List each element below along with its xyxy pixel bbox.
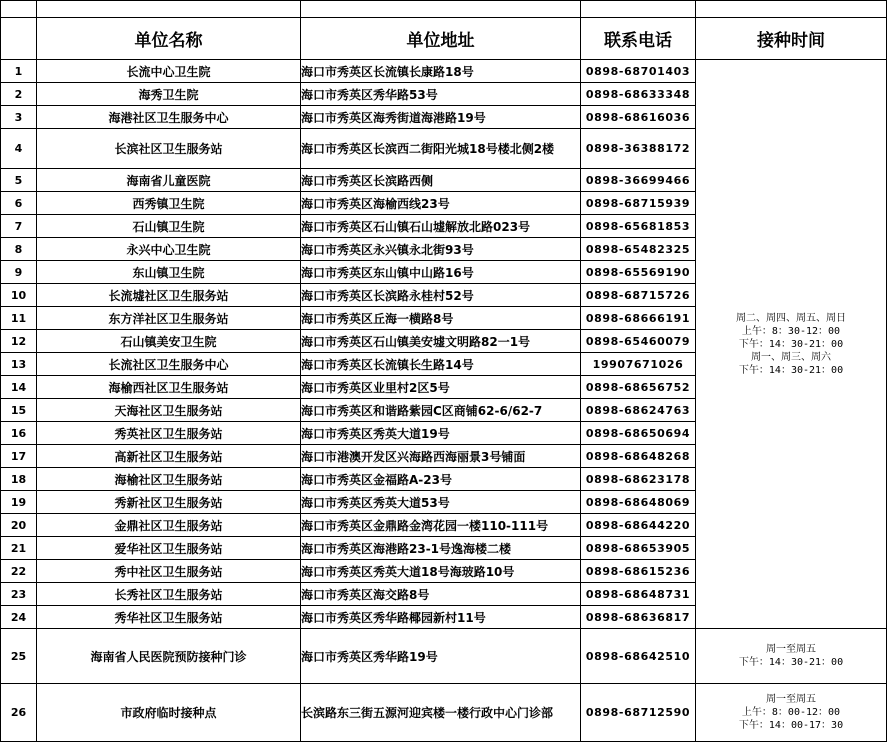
site-address: 海口市秀英区海港路23-1号逸海楼二楼: [301, 537, 581, 560]
site-phone: 0898-68648268: [581, 445, 696, 468]
site-phone: 0898-68715726: [581, 284, 696, 307]
site-phone: 0898-68624763: [581, 399, 696, 422]
schedule-line: 上午：8：30-12：00: [741, 325, 841, 337]
blank-cell: [1, 1, 37, 18]
row-index: 1: [1, 60, 37, 83]
row-index: 8: [1, 238, 37, 261]
site-address: 海口市秀英区长滨路西侧: [301, 169, 581, 192]
schedule-line: 上午：8：00-12：00: [741, 707, 841, 718]
site-address: 海口市秀英区永兴镇永北街93号: [301, 238, 581, 261]
site-name: 永兴中心卫生院: [37, 238, 301, 261]
row-index: 14: [1, 376, 37, 399]
site-address: 海口市秀英区和谐路紫园C区商铺62-6/62-7: [301, 399, 581, 422]
site-name: 长秀社区卫生服务站: [37, 583, 301, 606]
site-address: 海口市秀英区秀英大道18号海玻路10号: [301, 560, 581, 583]
site-address: 海口市秀英区海秀街道海港路19号: [301, 106, 581, 129]
blank-cell: [301, 1, 581, 18]
row-index: 20: [1, 514, 37, 537]
site-phone: 0898-65681853: [581, 215, 696, 238]
blank-cell: [581, 1, 696, 18]
site-name: 海榆西社区卫生服务站: [37, 376, 301, 399]
row-index: 6: [1, 192, 37, 215]
row-index: 24: [1, 606, 37, 629]
site-address: 海口市秀英区业里村2区5号: [301, 376, 581, 399]
schedule-line: 下午：14：00-17：30: [738, 720, 844, 731]
site-phone: 0898-36699466: [581, 169, 696, 192]
site-name: 长流墟社区卫生服务站: [37, 284, 301, 307]
row-index: 7: [1, 215, 37, 238]
row-index: 16: [1, 422, 37, 445]
site-name: 爱华社区卫生服务站: [37, 537, 301, 560]
site-name: 高新社区卫生服务站: [37, 445, 301, 468]
site-name: 长流社区卫生服务中心: [37, 353, 301, 376]
schedule-row-26: [696, 684, 887, 742]
site-phone: 0898-68712590: [581, 684, 696, 742]
row-index: 3: [1, 106, 37, 129]
site-name: 东方洋社区卫生服务站: [37, 307, 301, 330]
site-phone: 0898-68615236: [581, 560, 696, 583]
site-phone: 0898-68656752: [581, 376, 696, 399]
row-index: 17: [1, 445, 37, 468]
table-row: [1, 60, 887, 83]
row-index: 23: [1, 583, 37, 606]
site-address: 海口市秀英区金福路A-23号: [301, 468, 581, 491]
site-phone: 0898-68701403: [581, 60, 696, 83]
site-name: 海南省人民医院预防接种门诊: [37, 629, 301, 684]
header-time: 接种时间: [696, 18, 887, 60]
site-name: 天海社区卫生服务站: [37, 399, 301, 422]
site-name: 石山镇美安卫生院: [37, 330, 301, 353]
site-phone: 0898-68642510: [581, 629, 696, 684]
site-phone: 0898-68648731: [581, 583, 696, 606]
site-address: 海口市秀英区石山镇美安墟文明路82一1号: [301, 330, 581, 353]
schedule-line: 周二、周四、周五、周日: [736, 312, 846, 324]
site-name: 西秀镇卫生院: [37, 192, 301, 215]
site-phone: 0898-68653905: [581, 537, 696, 560]
blank-cell: [37, 1, 301, 18]
site-name: 长滨社区卫生服务站: [37, 129, 301, 169]
schedule-main: [696, 60, 887, 629]
header-name: 单位名称: [37, 18, 301, 60]
site-name: 海秀卫生院: [37, 83, 301, 106]
site-address: 海口市秀英区长滨西二街阳光城18号楼北侧2楼: [301, 129, 581, 169]
site-address: 海口市秀英区秀华路19号: [301, 629, 581, 684]
row-index: 15: [1, 399, 37, 422]
site-phone: 0898-68650694: [581, 422, 696, 445]
row-index: 21: [1, 537, 37, 560]
site-address: 海口市秀英区海榆西线23号: [301, 192, 581, 215]
site-name: 长流中心卫生院: [37, 60, 301, 83]
site-address: 海口市秀英区金鼎路金湾花园一楼110-111号: [301, 514, 581, 537]
row-index: 22: [1, 560, 37, 583]
site-phone: 0898-68616036: [581, 106, 696, 129]
table-row: [1, 629, 887, 684]
schedule-line: 下午：14：30-21：00: [738, 338, 844, 350]
schedule-line: 周一至周五: [766, 694, 816, 705]
row-index: 19: [1, 491, 37, 514]
table-row: [1, 684, 887, 742]
site-phone: 0898-68648069: [581, 491, 696, 514]
site-phone: 0898-68644220: [581, 514, 696, 537]
site-address: 海口市秀英区东山镇中山路16号: [301, 261, 581, 284]
site-phone: 0898-68636817: [581, 606, 696, 629]
row-index: 9: [1, 261, 37, 284]
row-index: 12: [1, 330, 37, 353]
header-address: 单位地址: [301, 18, 581, 60]
row-index: 26: [1, 684, 37, 742]
site-address: 海口市秀英区秀英大道53号: [301, 491, 581, 514]
row-index: 4: [1, 129, 37, 169]
site-address: 海口市秀英区长流镇长康路18号: [301, 60, 581, 83]
site-address: 长滨路东三街五源河迎宾楼一楼行政中心门诊部: [301, 684, 581, 742]
header-row: [1, 18, 887, 60]
row-index: 18: [1, 468, 37, 491]
site-address: 海口市秀英区丘海一横路8号: [301, 307, 581, 330]
site-phone: 0898-65482325: [581, 238, 696, 261]
schedule-row-25: [696, 629, 887, 684]
site-name: 金鼎社区卫生服务站: [37, 514, 301, 537]
site-address: 海口市秀英区长滨路永桂村52号: [301, 284, 581, 307]
schedule-line: 下午：14：30-21：00: [738, 657, 844, 668]
site-name: 秀新社区卫生服务站: [37, 491, 301, 514]
header-phone: 联系电话: [581, 18, 696, 60]
site-name: 市政府临时接种点: [37, 684, 301, 742]
site-name: 秀英社区卫生服务站: [37, 422, 301, 445]
row-index: 2: [1, 83, 37, 106]
site-phone: 0898-68623178: [581, 468, 696, 491]
site-phone: 0898-65569190: [581, 261, 696, 284]
site-name: 石山镇卫生院: [37, 215, 301, 238]
schedule-line: 周一至周五: [766, 644, 816, 655]
site-name: 海港社区卫生服务中心: [37, 106, 301, 129]
site-address: 海口市港澳开发区兴海路西海丽景3号铺面: [301, 445, 581, 468]
row-index: 5: [1, 169, 37, 192]
site-name: 秀中社区卫生服务站: [37, 560, 301, 583]
site-name: 东山镇卫生院: [37, 261, 301, 284]
site-phone: 0898-68715939: [581, 192, 696, 215]
site-address: 海口市秀英区海交路8号: [301, 583, 581, 606]
site-phone: 0898-68666191: [581, 307, 696, 330]
site-phone: 19907671026: [581, 353, 696, 376]
site-phone: 0898-36388172: [581, 129, 696, 169]
schedule-line: 周一、周三、周六: [751, 351, 831, 363]
site-address: 海口市秀英区长流镇长生路14号: [301, 353, 581, 376]
row-index: 13: [1, 353, 37, 376]
top-blank-row: [1, 1, 887, 18]
blank-cell: [696, 1, 887, 18]
row-index: 25: [1, 629, 37, 684]
row-index: 10: [1, 284, 37, 307]
site-address: 海口市秀英区秀英大道19号: [301, 422, 581, 445]
header-index-cell: [1, 18, 37, 60]
schedule-line: 下午：14：30-21：00: [738, 364, 844, 376]
row-index: 11: [1, 307, 37, 330]
site-address: 海口市秀英区秀华路椰园新村11号: [301, 606, 581, 629]
site-address: 海口市秀英区石山镇石山墟解放北路023号: [301, 215, 581, 238]
site-name: 秀华社区卫生服务站: [37, 606, 301, 629]
site-phone: 0898-65460079: [581, 330, 696, 353]
site-name: 海榆社区卫生服务站: [37, 468, 301, 491]
site-phone: 0898-68633348: [581, 83, 696, 106]
site-address: 海口市秀英区秀华路53号: [301, 83, 581, 106]
site-name: 海南省儿童医院: [37, 169, 301, 192]
